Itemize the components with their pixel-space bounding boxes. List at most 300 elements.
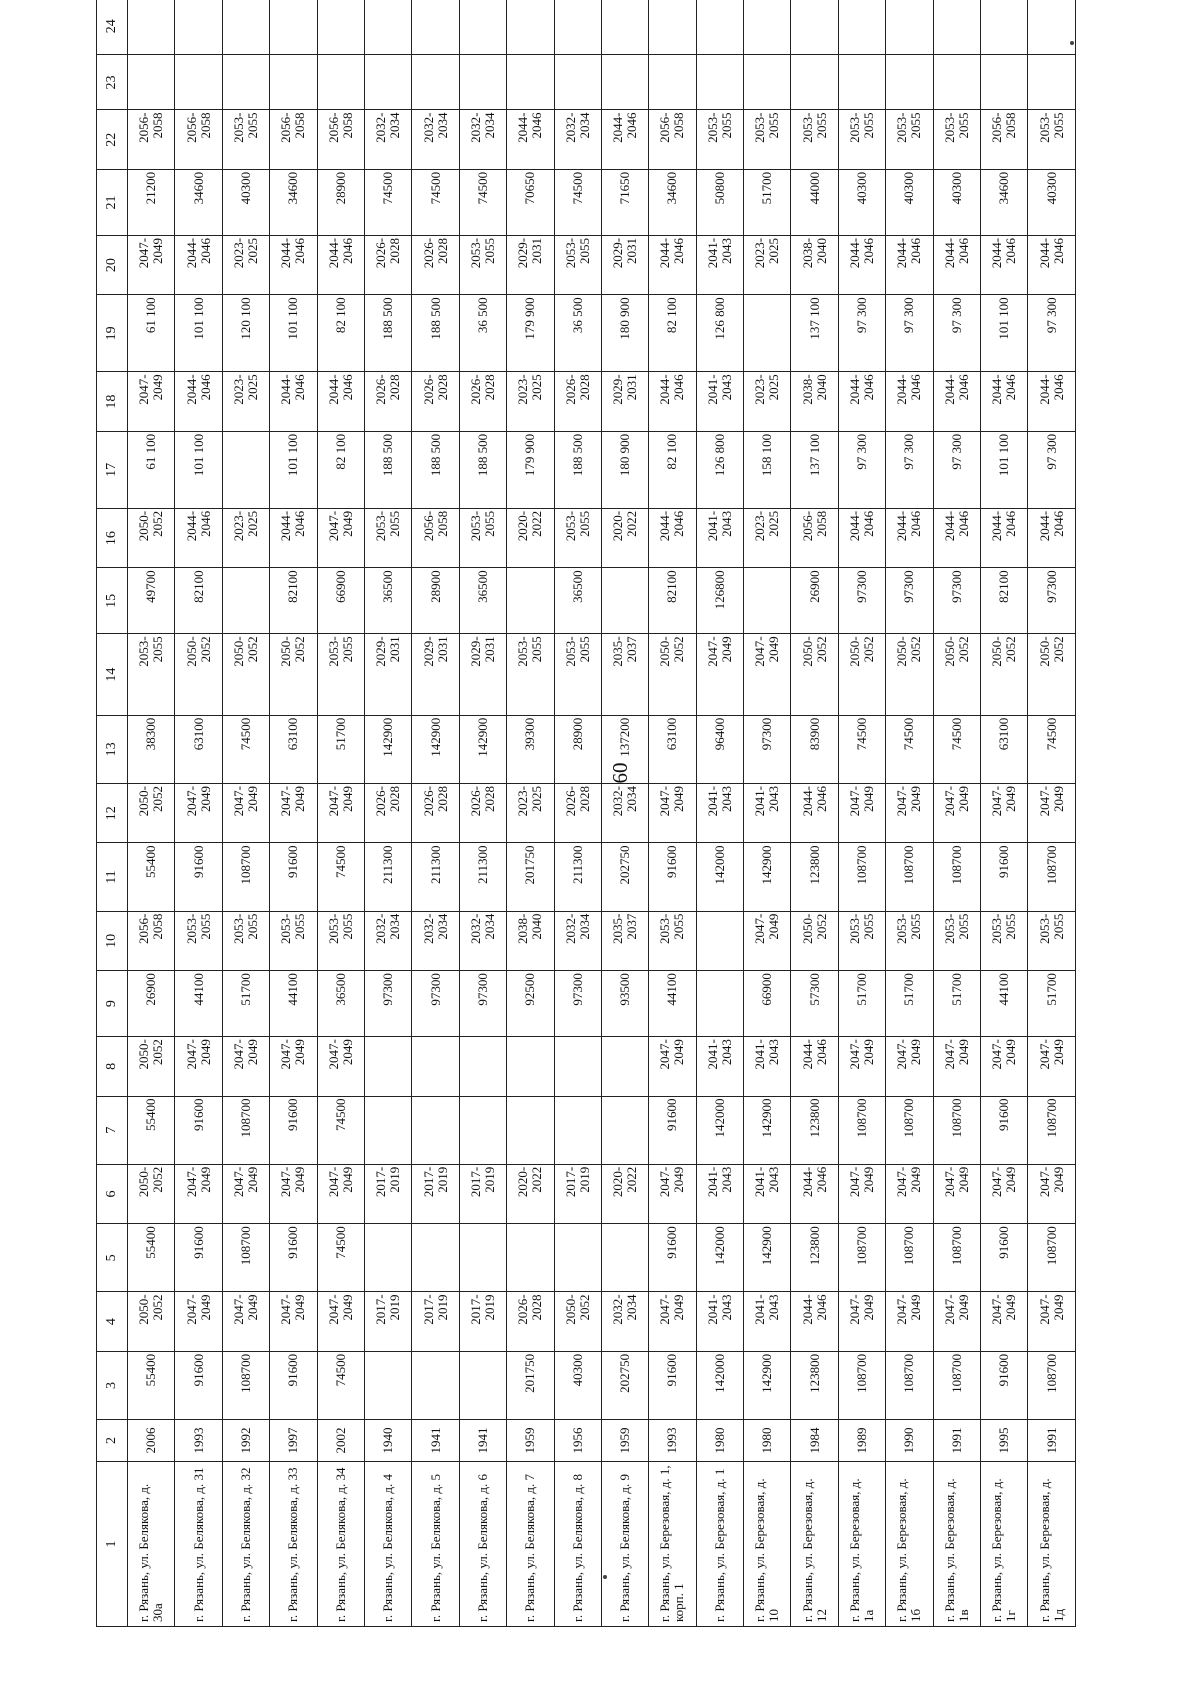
table-row [364,0,411,1627]
table-cell [744,295,791,372]
table-cell: 2041- 2043 [696,508,743,567]
table-cell: 123800 [791,843,838,911]
table-cell: 55400 [128,843,175,911]
table-cell: 2047- 2049 [1028,1037,1076,1096]
table-cell: 2044- 2046 [933,372,980,431]
table-cell [364,1037,411,1096]
table-cell: 2047- 2049 [838,784,885,843]
column-header-11: 11 [97,843,128,911]
table-cell: 36500 [459,568,506,634]
table-cell: 142000 [696,1224,743,1292]
table-cell: 91600 [649,1224,696,1292]
table-cell: 82 100 [649,431,696,508]
table-cell: 2044- 2046 [981,235,1028,294]
column-header-13: 13 [97,715,128,783]
table-cell: 91600 [981,1351,1028,1419]
table-cell: 2050- 2052 [128,1292,175,1351]
table-cell: 51700 [1028,971,1076,1037]
table-cell: 74500 [412,169,459,235]
table-cell: 142900 [744,1096,791,1164]
table-cell: 2029- 2031 [459,634,506,715]
address-cell: г. Рязань, ул. Березовая, д. 1г [981,1461,1028,1626]
table-cell: 38300 [128,715,175,783]
table-cell: 55400 [128,1224,175,1292]
table-cell [649,0,696,55]
table-cell: 2047- 2049 [838,1164,885,1223]
table-cell: 142900 [744,1351,791,1419]
table-cell: 2047- 2049 [317,508,364,567]
table-cell [412,1224,459,1292]
table-cell [886,0,933,55]
table-row [933,0,980,1627]
table-cell: 97300 [554,971,601,1037]
table-cell: 2053- 2055 [364,508,411,567]
table-cell: 96400 [696,715,743,783]
table-cell: 44100 [175,971,222,1037]
table-cell: 2023- 2025 [222,372,269,431]
table-cell: 97 300 [838,295,885,372]
year-built-cell: 1991 [933,1420,980,1462]
table-cell [364,1351,411,1419]
address-cell: г. Рязань, ул. Белякова, д. 6 [459,1461,506,1626]
table-cell: 70650 [507,169,554,235]
table-cell: 179 900 [507,431,554,508]
column-header-6: 6 [97,1164,128,1223]
table-cell: 44100 [270,971,317,1037]
table-row [886,0,933,1627]
table-cell [317,55,364,110]
scan-speck [1070,41,1074,45]
table-cell: 97 300 [886,295,933,372]
table-row [838,0,885,1627]
table-cell: 120 100 [222,295,269,372]
table-cell: 101 100 [981,295,1028,372]
table-cell: 40300 [554,1351,601,1419]
address-cell: г. Рязань, ул. Березовая, д. 1, корп. 1 [649,1461,696,1626]
table-row [317,0,364,1627]
table-rotated-wrapper [96,0,1076,1627]
table-cell: 2032- 2034 [459,110,506,169]
table-cell [128,0,175,55]
table-cell: 2050- 2052 [791,911,838,970]
table-cell: 2050- 2052 [128,508,175,567]
column-header-18: 18 [97,372,128,431]
table-cell [1028,55,1076,110]
table-cell: 201750 [507,1351,554,1419]
table-cell: 2047- 2049 [886,784,933,843]
year-built-cell: 1995 [981,1420,1028,1462]
table-cell: 2026- 2028 [364,372,411,431]
table-cell: 2044- 2046 [933,235,980,294]
table-row [981,0,1028,1627]
table-cell: 211300 [554,843,601,911]
table-cell: 2032- 2034 [601,784,648,843]
table-cell: 34600 [981,169,1028,235]
table-cell: 28900 [554,715,601,783]
table-cell: 2047- 2049 [649,1037,696,1096]
table-cell: 188 500 [459,431,506,508]
table-cell: 2047- 2049 [1028,1164,1076,1223]
address-cell: г. Рязань, ул. Белякова, д. 34 [317,1461,364,1626]
table-cell: 2026- 2028 [554,372,601,431]
table-cell: 108700 [838,1351,885,1419]
table-cell: 2047- 2049 [222,784,269,843]
table-cell: 61 100 [128,431,175,508]
table-cell: 91600 [981,1096,1028,1164]
column-header-12: 12 [97,784,128,843]
address-cell: г. Рязань, ул. Белякова, д. 33 [270,1461,317,1626]
table-cell: 2044- 2046 [838,508,885,567]
table-cell: 2029- 2031 [507,235,554,294]
table-cell: 2050- 2052 [886,634,933,715]
table-cell: 2050- 2052 [128,784,175,843]
table-cell [933,0,980,55]
table-cell: 142900 [744,1224,791,1292]
table-cell: 2056- 2058 [175,110,222,169]
table-cell: 34600 [270,169,317,235]
table-cell [364,1224,411,1292]
table-cell: 2056- 2058 [649,110,696,169]
table-cell: 2047- 2049 [175,1164,222,1223]
table-cell: 2026- 2028 [459,784,506,843]
table-cell: 51700 [317,715,364,783]
table-cell: 2041- 2043 [696,1037,743,1096]
table-cell: 126 800 [696,431,743,508]
table-cell: 97300 [364,971,411,1037]
table-cell: 2044- 2046 [270,372,317,431]
year-built-cell: 2006 [128,1420,175,1462]
table-cell: 51700 [744,169,791,235]
table-cell: 101 100 [175,431,222,508]
table-cell: 2044- 2046 [649,372,696,431]
table-cell: 188 500 [412,295,459,372]
table-cell: 2053- 2055 [507,634,554,715]
table-cell: 2023- 2025 [744,508,791,567]
table-cell: 2044- 2046 [791,1292,838,1351]
table-cell: 108700 [222,1096,269,1164]
table-cell: 63100 [270,715,317,783]
table-cell: 97300 [744,715,791,783]
table-cell: 2047- 2049 [222,1164,269,1223]
year-built-cell: 1941 [412,1420,459,1462]
table-cell: 2026- 2028 [364,235,411,294]
table-row [459,0,506,1627]
table-cell: 2023- 2025 [222,235,269,294]
table-cell [696,55,743,110]
table-cell: 2047- 2049 [649,1164,696,1223]
table-cell: 211300 [459,843,506,911]
table-cell [838,55,885,110]
table-cell [507,0,554,55]
table-cell: 108700 [886,843,933,911]
table-cell: 2050- 2052 [554,1292,601,1351]
table-cell: 2053- 2055 [744,110,791,169]
address-cell: г. Рязань, ул. Березовая, д. 1а [838,1461,885,1626]
table-cell: 2044- 2046 [981,372,1028,431]
table-cell: 91600 [175,1096,222,1164]
table-cell [744,55,791,110]
table-cell: 2017- 2019 [459,1292,506,1351]
table-cell: 2023- 2025 [507,784,554,843]
table-cell: 2047- 2049 [886,1037,933,1096]
table-cell: 188 500 [364,431,411,508]
table-cell: 91600 [270,843,317,911]
table-cell: 188 500 [364,295,411,372]
table-cell: 82100 [175,568,222,634]
table-cell: 2044- 2046 [270,235,317,294]
table-cell: 2023- 2025 [744,235,791,294]
table-cell: 2053- 2055 [886,911,933,970]
column-header-17: 17 [97,431,128,508]
table-cell: 179 900 [507,295,554,372]
table-cell: 2053- 2055 [317,634,364,715]
table-cell: 2047- 2049 [649,1292,696,1351]
table-cell: 2053- 2055 [222,110,269,169]
table-cell: 2047- 2049 [744,911,791,970]
column-header-22: 22 [97,110,128,169]
table-cell: 82 100 [317,431,364,508]
table-cell: 2047- 2049 [222,1292,269,1351]
table-cell: 2029- 2031 [601,372,648,431]
table-cell: 51700 [222,971,269,1037]
table-cell: 93500 [601,971,648,1037]
table-cell: 74500 [317,1351,364,1419]
table-cell [412,1096,459,1164]
table-cell: 44100 [981,971,1028,1037]
table-cell: 108700 [838,1096,885,1164]
table-cell: 92500 [507,971,554,1037]
table-cell: 2026- 2028 [507,1292,554,1351]
year-built-cell: 1980 [744,1420,791,1462]
table-cell: 2026- 2028 [459,372,506,431]
table-cell [744,568,791,634]
table-cell [981,55,1028,110]
table-cell [364,55,411,110]
table-cell: 142900 [412,715,459,783]
table-cell: 211300 [364,843,411,911]
address-cell: г. Рязань, ул. Березовая, д. 1в [933,1461,980,1626]
table-cell: 108700 [933,1351,980,1419]
table-cell: 123800 [791,1224,838,1292]
table-cell: 2044- 2046 [1028,508,1076,567]
table-cell: 2038- 2040 [791,235,838,294]
table-cell [649,55,696,110]
column-header-15: 15 [97,568,128,634]
table-cell: 74500 [317,1224,364,1292]
table-cell: 2032- 2034 [459,911,506,970]
table-cell: 91600 [270,1224,317,1292]
table-cell: 2044- 2046 [175,372,222,431]
table-cell: 180 900 [601,431,648,508]
table-cell [459,55,506,110]
table-cell: 2041- 2043 [744,784,791,843]
table-cell: 82100 [649,568,696,634]
table-cell: 97 300 [1028,431,1076,508]
table-cell: 51700 [886,971,933,1037]
column-header-19: 19 [97,295,128,372]
table-cell: 158 100 [744,431,791,508]
table-cell: 2047- 2049 [744,634,791,715]
table-cell: 2044- 2046 [270,508,317,567]
table-cell: 142900 [364,715,411,783]
table-cell: 36 500 [554,295,601,372]
table-cell: 108700 [1028,1351,1076,1419]
year-built-cell: 1990 [886,1420,933,1462]
table-cell [507,1096,554,1164]
header-row [97,0,128,1627]
table-cell: 97300 [838,568,885,634]
column-header-7: 7 [97,1096,128,1164]
table-cell [507,1224,554,1292]
table-cell: 2041- 2043 [696,235,743,294]
table-row [507,0,554,1627]
table-cell: 2029- 2031 [364,634,411,715]
table-cell: 2044- 2046 [886,372,933,431]
table-cell [364,1096,411,1164]
address-cell: г. Рязань, ул. Березовая, д. 10 [744,1461,791,1626]
table-cell: 137200 [601,715,648,783]
column-header-10: 10 [97,911,128,970]
table-cell: 2035- 2037 [601,911,648,970]
table-cell: 2050- 2052 [981,634,1028,715]
table-cell: 61 100 [128,295,175,372]
table-cell: 201750 [507,843,554,911]
scan-speck [603,1575,607,1579]
table-cell: 2047- 2049 [1028,1292,1076,1351]
table-cell: 2047- 2049 [270,1037,317,1096]
table-cell: 21200 [128,169,175,235]
table-cell: 2044- 2046 [838,372,885,431]
table-cell: 2053- 2055 [886,110,933,169]
table-cell: 2047- 2049 [696,634,743,715]
year-built-cell: 1940 [364,1420,411,1462]
table-cell: 2050- 2052 [128,1164,175,1223]
table-cell: 44000 [791,169,838,235]
table-cell: 40300 [1028,169,1076,235]
table-cell: 108700 [886,1351,933,1419]
table-cell: 74500 [459,169,506,235]
table-cell: 2044- 2046 [886,508,933,567]
table-cell: 2056- 2058 [981,110,1028,169]
column-header-14: 14 [97,634,128,715]
year-built-cell: 2002 [317,1420,364,1462]
table-cell: 74500 [317,843,364,911]
table-cell: 202750 [601,1351,648,1419]
address-cell: г. Рязань, ул. Березовая, д. 1д [1028,1461,1076,1626]
table-cell: 2026- 2028 [412,235,459,294]
table-cell: 40300 [222,169,269,235]
table-cell: 2047- 2049 [317,1037,364,1096]
table-cell: 36500 [554,568,601,634]
table-row [601,0,648,1627]
table-cell: 2047- 2049 [128,235,175,294]
table-cell: 2047- 2049 [175,784,222,843]
table-cell: 2044- 2046 [886,235,933,294]
table-cell: 74500 [1028,715,1076,783]
table-cell: 91600 [175,1351,222,1419]
table-cell: 126 800 [696,295,743,372]
table-cell: 2032- 2034 [601,1292,648,1351]
table-cell: 97300 [933,568,980,634]
address-cell: г. Рязань, ул. Белякова, д. 5 [412,1461,459,1626]
table-cell: 142900 [744,843,791,911]
table-cell: 202750 [601,843,648,911]
table-cell: 2047- 2049 [317,784,364,843]
year-built-cell: 1991 [1028,1420,1076,1462]
table-cell: 2050- 2052 [649,634,696,715]
table-cell [933,55,980,110]
table-row [412,0,459,1627]
table-cell: 66900 [744,971,791,1037]
table-row [791,0,838,1627]
address-cell: г. Рязань, ул. Белякова, д. 30а [128,1461,175,1626]
table-cell [696,911,743,970]
table-cell: 2017- 2019 [412,1292,459,1351]
table-cell [554,1037,601,1096]
column-header-24: 24 [97,0,128,55]
table-row [175,0,222,1627]
table-cell [459,1351,506,1419]
table-cell: 97300 [886,568,933,634]
table-cell: 101 100 [270,431,317,508]
table-cell: 2050- 2052 [1028,634,1076,715]
table-cell: 82 100 [317,295,364,372]
table-cell [838,0,885,55]
table-cell: 2041- 2043 [696,784,743,843]
table-cell: 2047- 2049 [933,1037,980,1096]
table-body [128,0,1076,1627]
year-built-cell: 1992 [222,1420,269,1462]
table-cell: 50800 [696,169,743,235]
table-cell: 2053- 2055 [838,110,885,169]
table-cell: 2044- 2046 [791,1164,838,1223]
table-cell [459,1096,506,1164]
table-cell: 108700 [933,843,980,911]
table-cell: 2032- 2034 [412,911,459,970]
table-cell: 2053- 2055 [696,110,743,169]
table-cell: 142900 [459,715,506,783]
table-cell: 2020- 2022 [601,1164,648,1223]
table-cell: 2053- 2055 [459,508,506,567]
table-cell: 2044- 2046 [317,372,364,431]
column-header-2: 2 [97,1420,128,1462]
table-row [128,0,175,1627]
table-cell: 2047- 2049 [222,1037,269,1096]
table-cell: 2023- 2025 [222,508,269,567]
table-cell: 2056- 2058 [128,110,175,169]
table-cell: 2032- 2034 [412,110,459,169]
table-cell [791,0,838,55]
table-cell: 2047- 2049 [175,1037,222,1096]
table-cell: 2053- 2055 [981,911,1028,970]
table-cell: 108700 [1028,1096,1076,1164]
table-cell: 2053- 2055 [933,911,980,970]
table-cell: 2047- 2049 [317,1292,364,1351]
table-cell [459,0,506,55]
table-row [696,0,743,1627]
table-cell [601,55,648,110]
table-cell: 142000 [696,843,743,911]
column-header-5: 5 [97,1224,128,1292]
table-cell: 91600 [649,1096,696,1164]
table-cell: 2047- 2049 [981,784,1028,843]
table-cell: 2029- 2031 [412,634,459,715]
table-cell: 2041- 2043 [696,372,743,431]
table-cell: 2038- 2040 [791,372,838,431]
table-cell: 2023- 2025 [744,372,791,431]
table-cell: 2047- 2049 [838,1037,885,1096]
table-cell [412,1351,459,1419]
